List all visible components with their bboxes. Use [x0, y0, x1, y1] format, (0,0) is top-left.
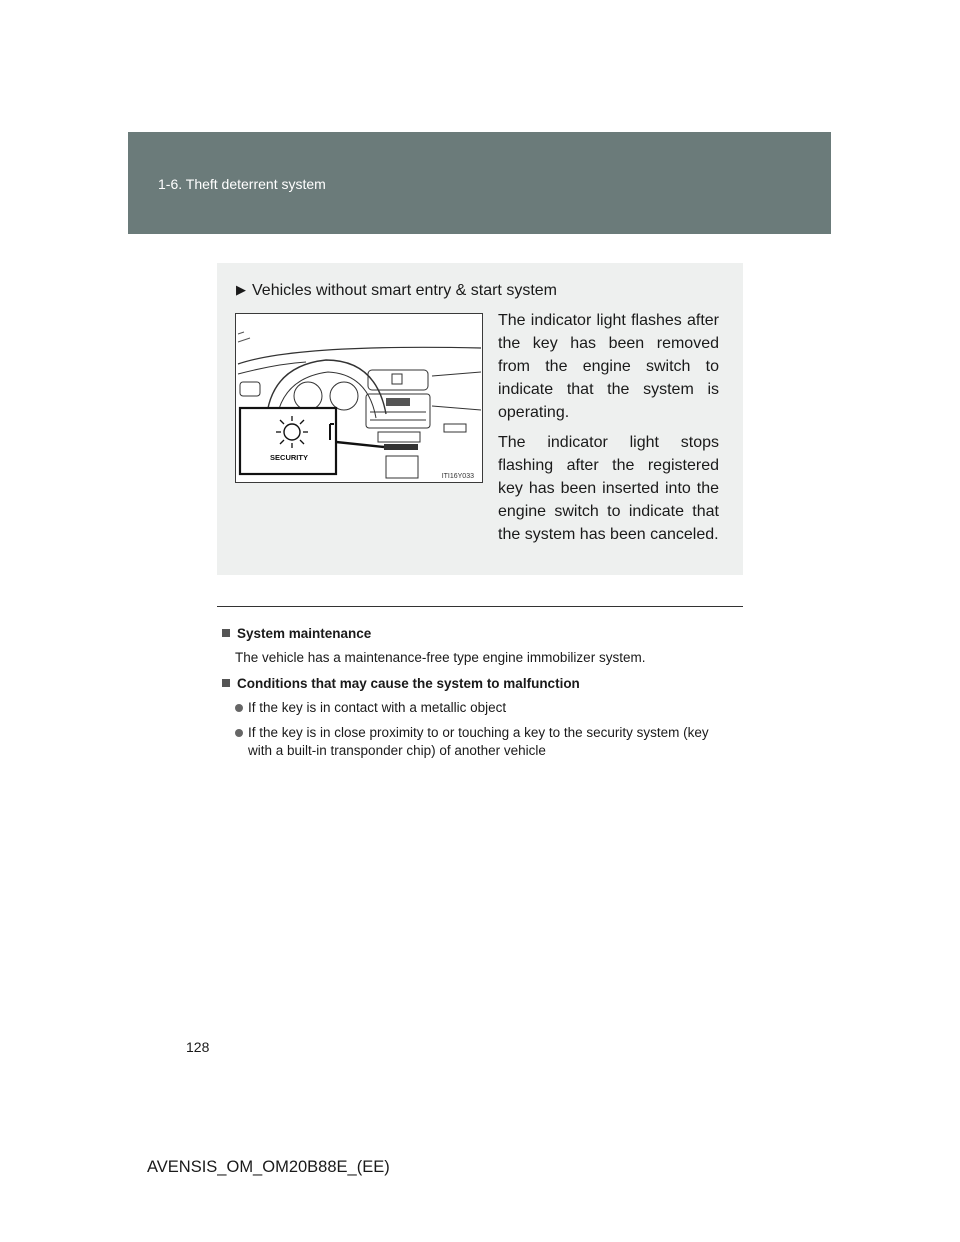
note-heading-malfunction — [222, 676, 580, 691]
circle-bullet-icon — [235, 729, 243, 737]
box-heading-text: Vehicles without smart entry & start system — [252, 282, 557, 299]
note-heading-text: System maintenance — [237, 626, 372, 641]
list-item-text: If the key is in contact with a metallic object — [248, 700, 507, 715]
square-bullet-icon — [222, 679, 230, 687]
list-item — [235, 724, 735, 760]
dashboard-illustration — [235, 313, 483, 483]
note-heading-text: Conditions that may cause the system to malfunction — [237, 676, 580, 691]
section-title: 1-6. Theft deterrent system — [158, 176, 326, 192]
circle-bullet-icon — [235, 704, 243, 712]
indicator-stop-paragraph: The indicator light stops flashing after the registered key has been inserted into the engine switch to indicate that the system has been canceled. — [498, 434, 719, 543]
triangle-arrow-icon: ▶ — [236, 282, 246, 297]
figure-code: ITI16Y033 — [441, 473, 474, 480]
section-divider — [217, 606, 743, 607]
list-item — [235, 699, 735, 717]
note-body-maintenance: The vehicle has a maintenance-free type engine immobilizer system. — [235, 650, 646, 665]
document-code: AVENSIS_OM_OM20B88E_(EE) — [147, 1158, 390, 1176]
list-item-text: If the key is in close proximity to or touching a key to the security system (key with a built-in transponder chip) of another vehicle — [248, 725, 709, 758]
security-indicator-label: SECURITY — [270, 453, 308, 462]
indicator-flash-paragraph: The indicator light flashes after the key has been removed from the engine switch to indicate that the system is operating. — [498, 312, 719, 421]
page-number: 128 — [186, 1039, 210, 1055]
square-bullet-icon — [222, 629, 230, 637]
note-heading-maintenance — [222, 626, 371, 641]
box-heading — [236, 282, 557, 300]
